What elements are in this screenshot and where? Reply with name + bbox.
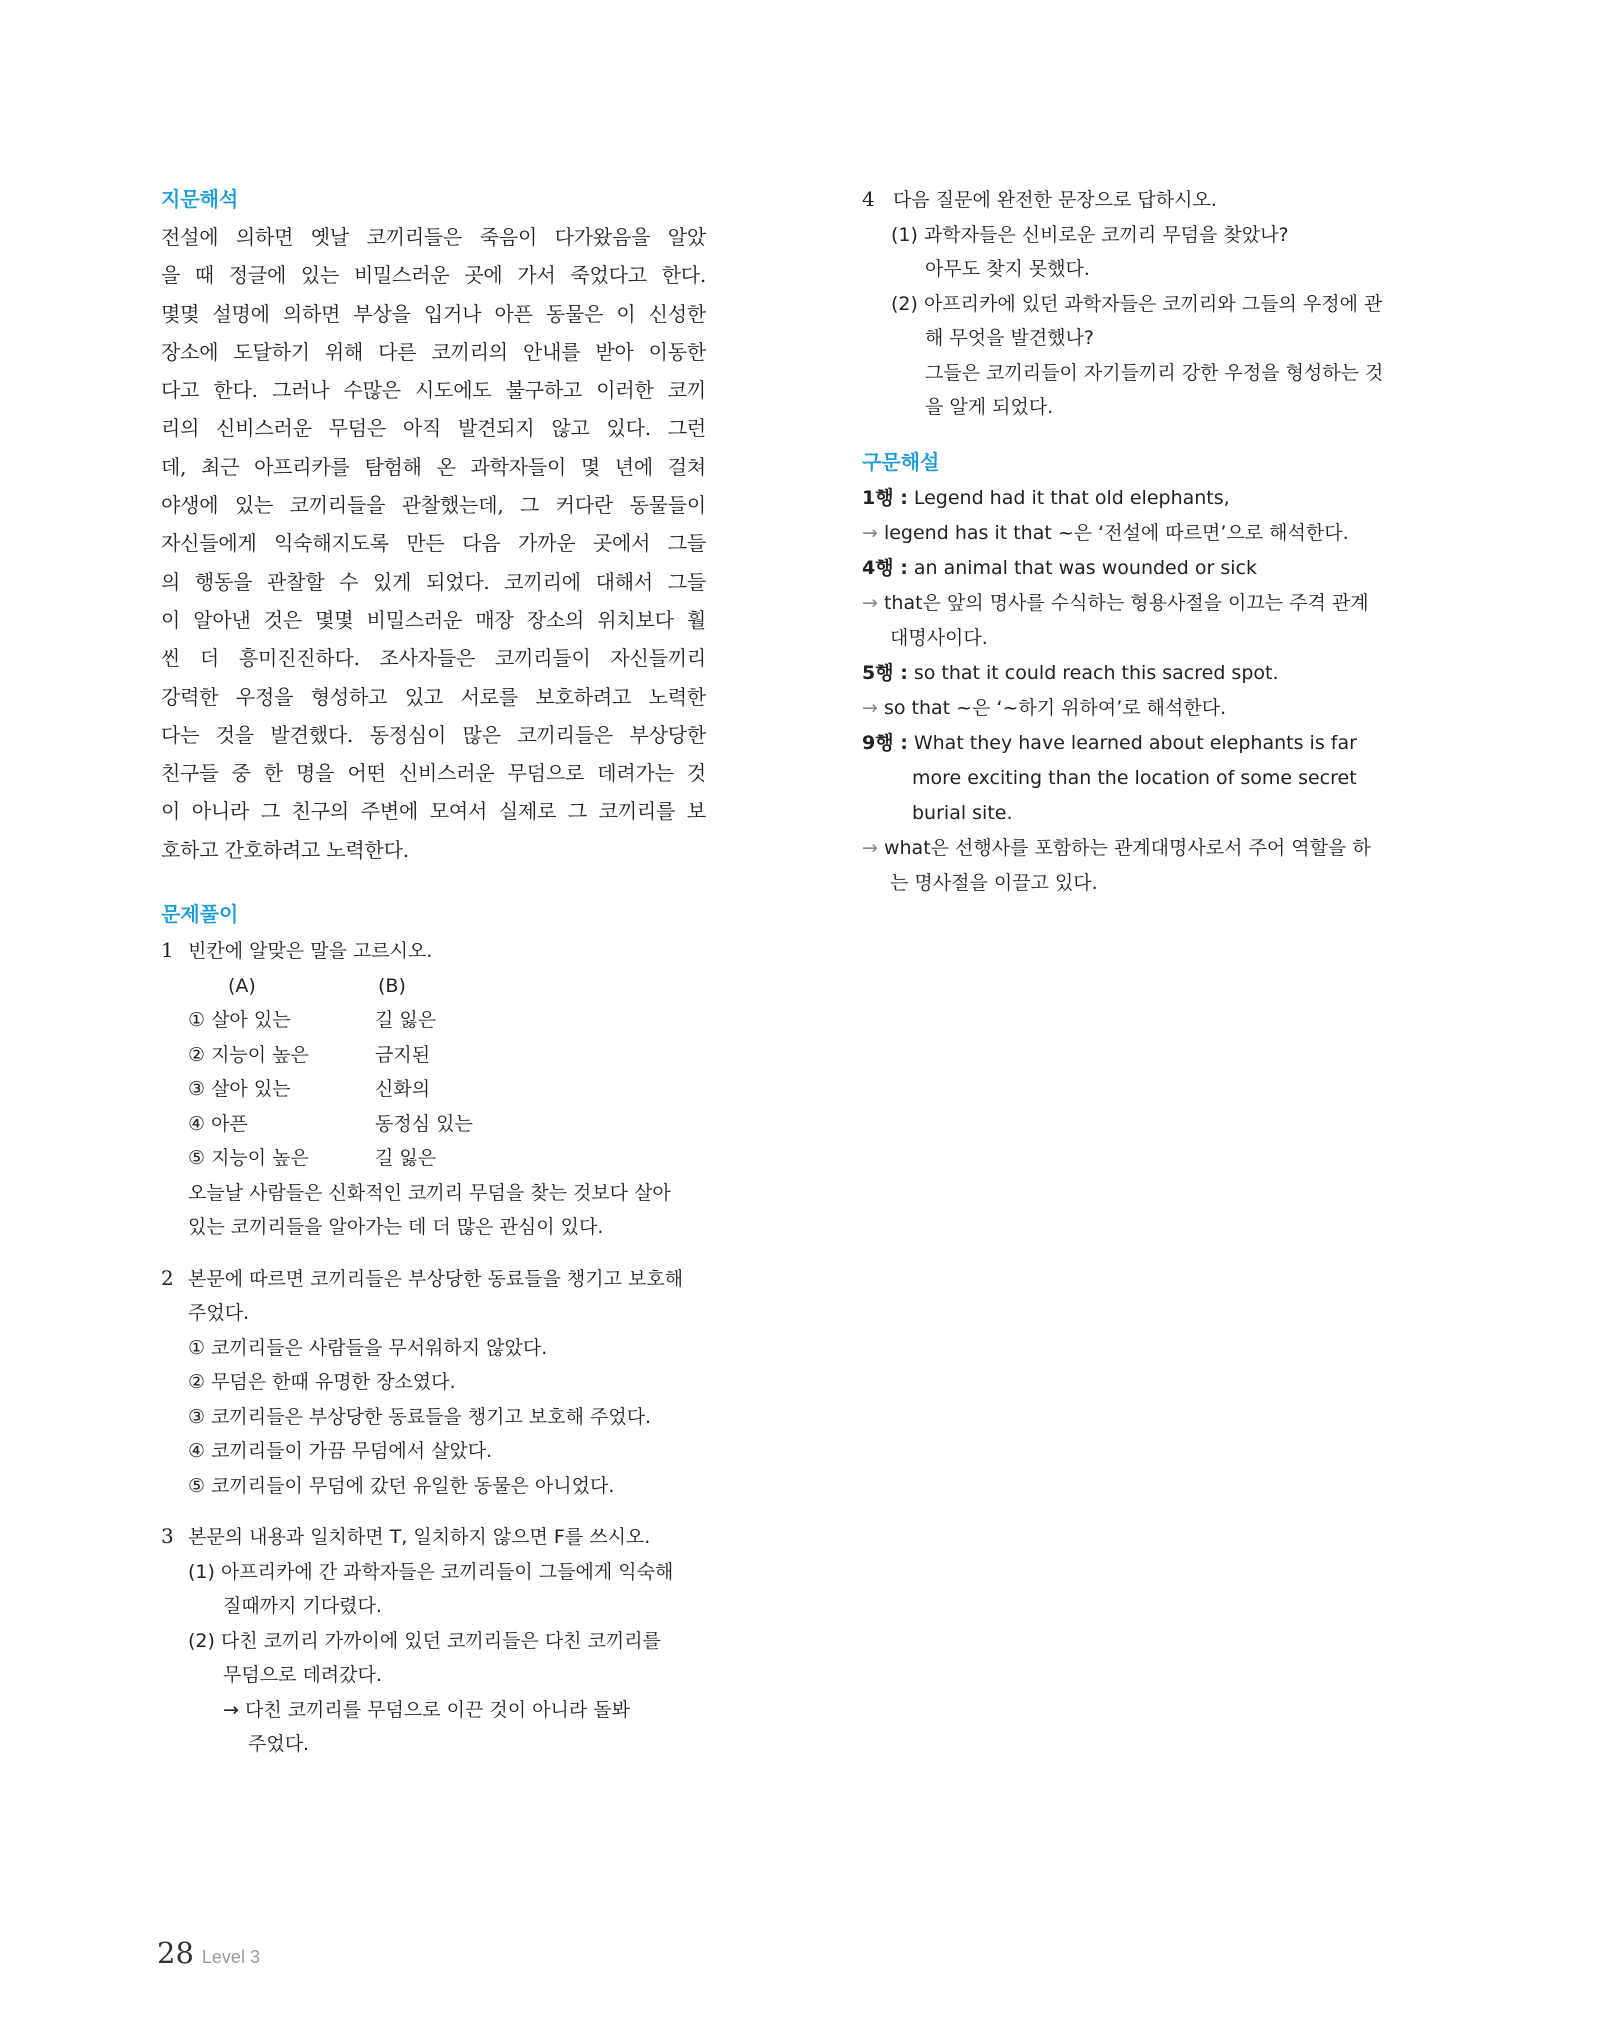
passage-translation-heading: 지문해석: [161, 187, 239, 211]
option-b: 신화의: [375, 1078, 431, 1101]
passage-line: 전설에 의하면 옛날 코끼리들은 죽음이 다가왔음을 알았: [161, 225, 706, 249]
explanation-line: 오늘날 사람들은 신화적인 코끼리 무덤을 찾는 것보다 살아: [188, 1181, 671, 1204]
right-column: [862, 184, 1410, 901]
passage-translation: [161, 218, 706, 869]
passage-line: 이 아니라 그 친구의 주변에 모여서 실제로 그 코끼리를 보: [161, 799, 706, 824]
option: ① 코끼리들은 사람들을 무서워하지 않았다.: [188, 1336, 548, 1359]
item-2-cont: 해 무엇을 발견했나?: [925, 327, 1094, 349]
syntax-note-1: → legend has it that ~은 ‘전설에 따르면’으로 해석한다.: [862, 521, 1349, 544]
question-1: [161, 933, 706, 1245]
option-row: [161, 1072, 706, 1107]
column-a-header: (A): [228, 974, 256, 997]
item-1-cont: 질때까지 기다렸다.: [223, 1595, 382, 1618]
question-number: 1: [161, 938, 174, 963]
question-title: 다음 질문에 완전한 문장으로 답하시오.: [893, 189, 1217, 211]
option-list: [161, 1003, 706, 1176]
question-title: 빈칸에 알맞은 말을 고르시오.: [188, 940, 433, 963]
passage-line: 야생에 있는 코끼리들을 관찰했는데, 그 커다란 동물들이: [161, 493, 706, 518]
passage-line: 씬 더 흥미진진하다. 조사자들은 코끼리들이 자신들끼리: [161, 646, 706, 671]
passage-line: 이 알아낸 것은 몇몇 비밀스러운 매장 장소의 위치보다 훨: [161, 607, 706, 632]
syntax-note-4: → that은 앞의 명사를 수식하는 형용사절을 이끄는 주격 관계: [862, 591, 1369, 614]
item-2: (2) 다친 코끼리 가까이에 있던 코끼리들은 다친 코끼리를: [188, 1629, 661, 1652]
left-column: [161, 184, 706, 1762]
syntax-heading: 구문해설: [862, 449, 940, 474]
syntax-note-9-cont: 는 명사절을 이끌고 있다.: [890, 871, 1098, 894]
syntax-line-4: 4행 : an animal that was wounded or sick: [862, 556, 1257, 579]
item-1: (1) 아프리카에 간 과학자들은 코끼리들이 그들에게 익숙해: [188, 1560, 674, 1583]
page-number: 28: [157, 1936, 194, 1970]
syntax-line-5: 5행 : so that it could reach this sacred spot.: [862, 661, 1279, 684]
option-a: ③ 살아 있는: [188, 1078, 291, 1101]
answer-1: 아무도 찾지 못했다.: [925, 258, 1090, 280]
question-title: 본문의 내용과 일치하면 T, 일치하지 않으면 F를 쓰시오.: [188, 1526, 651, 1549]
option-a: ② 지능이 높은: [188, 1043, 309, 1066]
passage-line: 리의 신비스러운 무덤은 아직 발견되지 않고 있다. 그런: [161, 416, 706, 441]
option-a: ⑤ 지능이 높은: [188, 1147, 309, 1170]
level-label: Level 3: [201, 1947, 260, 1967]
option: ② 무덤은 한때 유명한 장소였다.: [188, 1371, 456, 1394]
explanation-line: 있는 코끼리들을 알아가는 데 더 많은 관심이 있다.: [188, 1216, 604, 1239]
passage-line: 자신들에게 익숙해지도록 만든 다음 가까운 곳에서 그들: [161, 531, 706, 556]
option-b: 동정심 있는: [375, 1112, 473, 1135]
question-3: [161, 1519, 706, 1762]
option: ⑤ 코끼리들이 무덤에 갔던 유일한 동물은 아니었다.: [188, 1474, 615, 1497]
option-a: ④ 아픈: [188, 1112, 248, 1135]
question-number: 3: [161, 1524, 174, 1549]
syntax-notes: [862, 481, 1410, 901]
passage-line: 친구들 중 한 명을 어떤 신비스러운 무덤으로 데려가는 것: [161, 761, 706, 786]
option-row: [161, 1107, 706, 1142]
option-a: ① 살아 있는: [188, 1009, 291, 1032]
column-b-header: (B): [378, 974, 406, 997]
syntax-line-1: 1행 : Legend had it that old elephants,: [862, 486, 1230, 509]
arrow-icon: →: [862, 521, 878, 544]
passage-line: 몇몇 설명에 의하면 부상을 입거나 아픈 동물은 이 신성한: [161, 301, 706, 326]
item-2-cont: 무덤으로 데려갔다.: [223, 1664, 382, 1687]
option-row: [161, 1141, 706, 1176]
arrow-icon: →: [862, 696, 878, 719]
correction-note: → 다친 코끼리를 무덤으로 이끈 것이 아니라 돌봐: [223, 1698, 630, 1721]
option-row: [161, 1003, 706, 1038]
option: ④ 코끼리들이 가끔 무덤에서 살았다.: [188, 1440, 493, 1463]
question-number: 4: [862, 187, 875, 211]
answer-2: 그들은 코끼리들이 자기들끼리 강한 우정을 형성하는 것: [925, 361, 1384, 384]
question-title-cont: 주었다.: [188, 1302, 250, 1325]
passage-line: 데, 최근 아프리카를 탐험해 온 과학자들이 몇 년에 걸쳐: [161, 454, 706, 479]
passage-line: 을 때 정글에 있는 비밀스러운 곳에 가서 죽었다고 한다.: [161, 263, 706, 288]
passage-line: 강력한 우정을 형성하고 있고 서로를 보호하려고 노력한: [161, 684, 706, 709]
option: ③ 코끼리들은 부상당한 동료들을 챙기고 보호해 주었다.: [188, 1405, 652, 1428]
correction-note-cont: 주었다.: [248, 1733, 310, 1756]
item-2: (2) 아프리카에 있던 과학자들은 코끼리와 그들의 우정에 관: [891, 292, 1383, 315]
passage-line: 의 행동을 관찰할 수 있게 되었다. 코끼리에 대해서 그들: [161, 569, 706, 594]
arrow-icon: →: [862, 591, 878, 614]
answer-column-headers: [161, 969, 706, 1004]
answer-2-cont: 을 알게 되었다.: [925, 396, 1054, 418]
question-2: [161, 1261, 706, 1504]
option-b: 길 잃은: [375, 1147, 437, 1170]
option-b: 길 잃은: [375, 1009, 437, 1032]
question-number: 2: [161, 1265, 174, 1290]
question-4: [862, 182, 1410, 425]
passage-line: 다는 것을 발견했다. 동정심이 많은 코끼리들은 부상당한: [161, 722, 706, 747]
syntax-note-9: → what은 선행사를 포함하는 관계대명사로서 주어 역할을 하: [862, 836, 1371, 859]
option-b: 금지된: [375, 1043, 431, 1066]
arrow-icon: →: [862, 836, 878, 859]
passage-line: 다고 한다. 그러나 수많은 시도에도 불구하고 이러한 코끼: [161, 378, 706, 403]
syntax-note-4-cont: 대명사이다.: [890, 626, 988, 649]
syntax-line-9-cont: burial site.: [912, 801, 1013, 824]
passage-line: 장소에 도달하기 위해 다른 코끼리의 안내를 받아 이동한: [161, 339, 706, 364]
syntax-line-9: 9행 : What they have learned about elephants is far: [862, 731, 1357, 754]
option-row: [161, 1038, 706, 1073]
solution-heading: 문제풀이: [161, 902, 239, 927]
syntax-line-9-cont: more exciting than the location of some secret: [912, 766, 1357, 789]
syntax-note-5: → so that ~은 ‘~하기 위하여’로 해석한다.: [862, 696, 1227, 719]
passage-line: 호하고 간호하려고 노력한다.: [161, 837, 409, 862]
item-1: (1) 과학자들은 신비로운 코끼리 무덤을 찾았나?: [891, 223, 1289, 246]
question-title: 본문에 따르면 코끼리들은 부상당한 동료들을 챙기고 보호해: [188, 1267, 684, 1290]
page-footer: [157, 1936, 260, 1970]
